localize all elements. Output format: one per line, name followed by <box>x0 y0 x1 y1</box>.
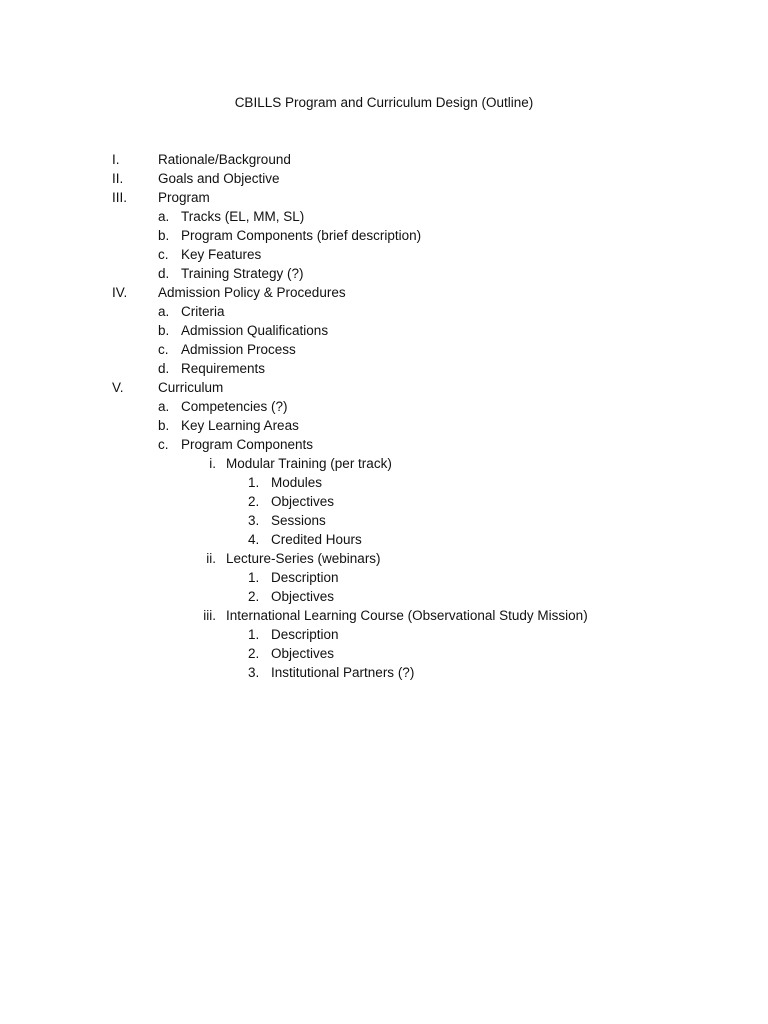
outline-item-text: Program Components <box>181 437 314 452</box>
outline-item-marker: c. <box>158 437 169 452</box>
outline-item-text: Training Strategy (?) <box>181 266 304 281</box>
outline-item-text: Description <box>271 570 339 585</box>
outline-item-marker: I. <box>112 152 120 167</box>
outline-item <box>0 493 768 512</box>
outline-item <box>0 664 768 683</box>
outline-item-text: Modules <box>271 475 323 490</box>
outline-item-marker: c. <box>158 247 169 262</box>
outline-item-text: Requirements <box>181 361 266 376</box>
outline-item-marker: d. <box>158 266 170 281</box>
outline-item-marker: IV. <box>112 285 128 300</box>
outline-item-text: Criteria <box>181 304 225 319</box>
outline-item-marker: III. <box>112 190 128 205</box>
outline-item-text: Program Components (brief description) <box>181 228 422 243</box>
outline-item <box>0 512 768 531</box>
outline-item-text: Objectives <box>271 494 335 509</box>
outline-item <box>0 607 768 626</box>
outline-item <box>0 455 768 474</box>
outline-item-marker: a. <box>158 209 170 224</box>
outline-item-text: Admission Process <box>181 342 296 357</box>
outline-item-marker: II. <box>112 171 124 186</box>
outline-item-text: Objectives <box>271 646 335 661</box>
outline-item-marker: 1. <box>248 627 260 642</box>
outline-item <box>0 588 768 607</box>
outline-item-text: Credited Hours <box>271 532 362 547</box>
outline-item <box>0 322 768 341</box>
outline-item-text: Goals and Objective <box>158 171 280 186</box>
outline-item-marker: 3. <box>248 665 260 680</box>
outline-item <box>0 531 768 550</box>
outline-item-marker: b. <box>158 228 170 243</box>
outline-item-marker: 1. <box>248 475 260 490</box>
outline-item <box>0 398 768 417</box>
outline-item <box>0 417 768 436</box>
outline-item-marker: c. <box>158 342 169 357</box>
outline-item-text: Objectives <box>271 589 335 604</box>
outline-item-text: Program <box>158 190 210 205</box>
outline-item <box>0 341 768 360</box>
outline-item-text: Institutional Partners (?) <box>271 665 415 680</box>
outline-item-marker: V. <box>112 380 124 395</box>
outline-item-text: Admission Policy & Procedures <box>158 285 346 300</box>
outline-item-marker: d. <box>158 361 170 376</box>
outline-item-marker: 2. <box>248 646 260 661</box>
outline-item <box>0 645 768 664</box>
outline-item-marker: 3. <box>248 513 260 528</box>
outline-item-marker: a. <box>158 304 170 319</box>
outline-item <box>0 436 768 455</box>
outline-item-marker: i. <box>209 456 216 471</box>
outline-item-text: Description <box>271 627 339 642</box>
outline-item <box>0 227 768 246</box>
outline-item-marker: 2. <box>248 494 260 509</box>
outline-item <box>0 189 768 208</box>
outline-item <box>0 284 768 303</box>
outline-item-marker: a. <box>158 399 170 414</box>
outline-item-text: Admission Qualifications <box>181 323 329 338</box>
outline-item-marker: b. <box>158 323 170 338</box>
outline-item-text: Competencies (?) <box>181 399 288 414</box>
outline-item <box>0 303 768 322</box>
outline-item-text: Key Features <box>181 247 262 262</box>
outline-item-marker: 4. <box>248 532 260 547</box>
outline-item-marker: 1. <box>248 570 260 585</box>
outline-item <box>0 265 768 284</box>
outline-item-marker: 2. <box>248 589 260 604</box>
outline-item-text: Lecture-Series (webinars) <box>226 551 381 566</box>
outline-item-marker: ii. <box>206 551 216 566</box>
outline-item-text: International Learning Course (Observational Study Mission) <box>226 608 588 623</box>
outline-item-text: Rationale/Background <box>158 152 291 167</box>
outline-item-text: Modular Training (per track) <box>226 456 392 471</box>
outline-item <box>0 379 768 398</box>
outline-item <box>0 626 768 645</box>
outline-item <box>0 569 768 588</box>
outline-item <box>0 170 768 189</box>
outline-item-marker: b. <box>158 418 170 433</box>
outline-item <box>0 151 768 170</box>
outline-item <box>0 360 768 379</box>
outline-item-text: Key Learning Areas <box>181 418 299 433</box>
outline-item <box>0 208 768 227</box>
outline-item <box>0 550 768 569</box>
outline-item <box>0 246 768 265</box>
document-title: CBILLS Program and Curriculum Design (Outline) <box>234 95 534 110</box>
outline-item-text: Curriculum <box>158 380 224 395</box>
outline-list <box>0 151 768 683</box>
outline-item-text: Sessions <box>271 513 326 528</box>
outline-item-text: Tracks (EL, MM, SL) <box>181 209 305 224</box>
outline-item <box>0 474 768 493</box>
outline-item-marker: iii. <box>203 608 216 623</box>
